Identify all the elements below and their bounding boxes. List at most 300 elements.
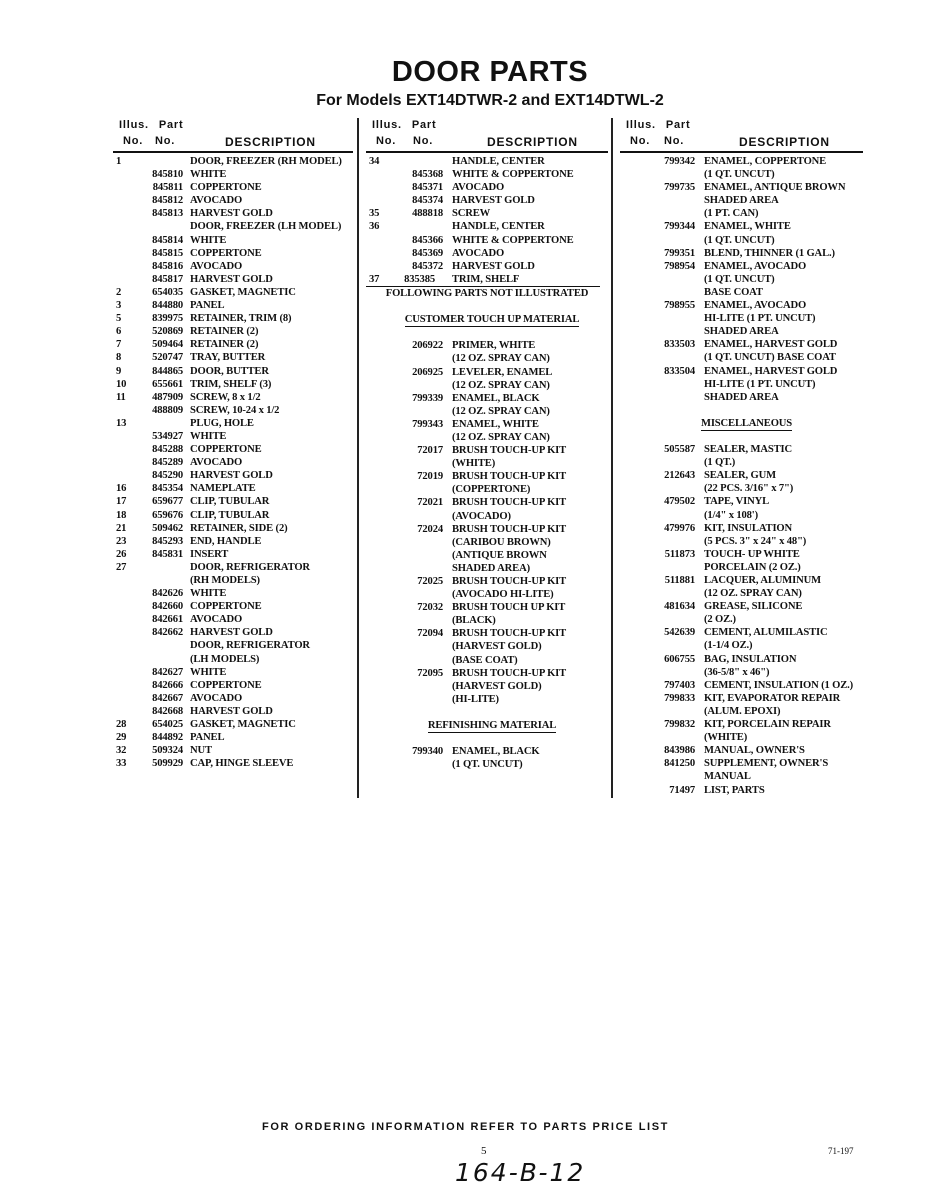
part-row — [620, 653, 863, 666]
part-row — [113, 469, 353, 482]
part-description: (12 OZ. SPRAY CAN) — [452, 353, 550, 365]
part-row — [620, 574, 863, 587]
part-number: 654025 — [152, 719, 183, 731]
part-number: 845810 — [152, 169, 183, 181]
part-number: 833503 — [664, 339, 695, 351]
part-number: 799351 — [664, 247, 695, 259]
part-row — [113, 391, 353, 404]
part-number: 799735 — [664, 182, 695, 194]
part-number: 845812 — [152, 195, 183, 207]
part-row — [113, 234, 353, 247]
part-description: BASE COAT — [704, 286, 763, 298]
part-row — [113, 731, 353, 744]
part-description: HARVEST GOLD — [190, 470, 273, 482]
illus-number: 7 — [116, 339, 122, 351]
part-number: 842627 — [152, 666, 183, 678]
part-number: 488818 — [412, 208, 443, 220]
part-description: SEALER, GUM — [704, 470, 776, 482]
part-row — [113, 286, 353, 299]
part-description: CAP, HINGE SLEEVE — [190, 758, 294, 770]
part-row — [366, 181, 608, 194]
part-row — [366, 549, 608, 562]
part-number: 833504 — [664, 365, 695, 377]
part-description: CLIP, TUBULAR — [190, 496, 270, 508]
part-description: (WHITE) — [452, 458, 496, 470]
part-description: COPPERTONE — [190, 679, 262, 691]
part-number: 72019 — [417, 471, 443, 483]
illus-number: 33 — [116, 758, 127, 770]
part-description: GASKET, MAGNETIC — [190, 286, 296, 298]
part-description: BRUSH TOUCH-UP KIT — [452, 445, 567, 457]
part-number: 799344 — [664, 221, 695, 233]
part-number: 799339 — [412, 392, 443, 404]
part-row — [113, 718, 353, 731]
parts-list — [113, 155, 353, 770]
part-row — [113, 495, 353, 508]
part-row — [620, 613, 863, 626]
spacer-row — [366, 706, 608, 719]
part-row — [113, 378, 353, 391]
part-number: 72094 — [417, 628, 443, 640]
part-description: AVOCADO — [190, 457, 243, 469]
part-row — [113, 181, 353, 194]
part-row — [620, 731, 863, 744]
part-number: 844865 — [152, 365, 183, 377]
handwritten-note: 164-B-12 — [455, 1158, 586, 1187]
part-description: NUT — [190, 745, 212, 757]
part-row — [366, 247, 608, 260]
part-description: BRUSH TOUCH-UP KIT — [452, 471, 567, 483]
part-number: 842668 — [152, 705, 183, 717]
illus-number: 13 — [116, 417, 127, 429]
part-number: 844892 — [152, 732, 183, 744]
part-description: (COPPERTONE) — [452, 484, 531, 496]
part-row — [113, 155, 353, 168]
part-description: DOOR, REFRIGERATOR — [190, 561, 310, 573]
description-header: DESCRIPTION — [487, 135, 578, 149]
part-label: Part — [411, 119, 437, 131]
part-description: TRIM, SHELF — [452, 273, 520, 285]
part-number: 71497 — [669, 784, 695, 796]
part-number: 659676 — [152, 509, 183, 521]
part-row — [113, 312, 353, 325]
part-row — [620, 718, 863, 731]
part-row — [113, 600, 353, 613]
part-description: MANUAL, OWNER'S — [704, 745, 805, 757]
part-row — [620, 757, 863, 770]
part-number: 842666 — [152, 679, 183, 691]
part-description: (1 QT. UNCUT) — [704, 273, 775, 285]
part-number: 845366 — [412, 234, 443, 246]
part-row — [620, 744, 863, 757]
part-description: (BLACK) — [452, 615, 496, 627]
part-row — [366, 680, 608, 693]
part-description: ENAMEL, BLACK — [452, 392, 540, 404]
part-description: (12 OZ. SPRAY CAN) — [452, 431, 550, 443]
part-description: (12 OZ. SPRAY CAN) — [704, 588, 802, 600]
part-description: BAG, INSULATION — [704, 653, 797, 665]
part-number: 479976 — [664, 522, 695, 534]
part-no-label: No. — [664, 135, 685, 147]
part-description: ENAMEL, AVOCADO — [704, 300, 807, 312]
header-rule — [620, 151, 863, 153]
part-number: 72021 — [417, 497, 443, 509]
part-row — [113, 325, 353, 338]
part-number: 799832 — [664, 719, 695, 731]
part-row — [620, 286, 863, 299]
part-description: SHADED AREA) — [452, 562, 530, 574]
part-description: (BASE COAT) — [452, 654, 518, 666]
part-row — [620, 705, 863, 718]
part-row — [620, 234, 863, 247]
part-number: 845354 — [152, 483, 183, 495]
part-description: (WHITE) — [704, 732, 748, 744]
part-description: BRUSH TOUCH-UP KIT — [452, 576, 567, 587]
part-number: 799342 — [664, 156, 695, 167]
illus-number: 10 — [116, 378, 127, 390]
part-description: CLIP, TUBULAR — [190, 509, 270, 521]
part-row — [113, 351, 353, 364]
part-number: 520747 — [152, 352, 183, 364]
part-row — [620, 784, 863, 797]
part-description: ENAMEL, WHITE — [452, 418, 539, 430]
description-header: DESCRIPTION — [739, 135, 830, 149]
part-description: (AVOCADO) — [452, 510, 511, 522]
part-row — [620, 692, 863, 705]
part-row — [620, 587, 863, 600]
part-row — [113, 757, 353, 770]
part-row — [620, 247, 863, 260]
part-row — [620, 312, 863, 325]
part-description: WHITE — [190, 234, 227, 246]
part-number: 479502 — [664, 496, 695, 508]
part-number: 534927 — [152, 430, 183, 442]
part-description: BRUSH TOUCH-UP KIT — [452, 667, 567, 679]
part-row — [113, 404, 353, 417]
part-description: SHADED AREA — [704, 195, 779, 207]
part-description: BRUSH TOUCH-UP KIT — [452, 497, 567, 509]
part-number: 797403 — [664, 679, 695, 691]
part-row — [366, 405, 608, 418]
part-description: BRUSH TOUCH-UP KIT — [452, 628, 567, 640]
part-number: 509462 — [152, 522, 183, 534]
section-heading — [366, 313, 608, 326]
part-row — [366, 496, 608, 509]
part-description: NAMEPLATE — [190, 483, 256, 495]
part-row — [113, 299, 353, 312]
part-description: TRIM, SHELF (3) — [190, 378, 272, 390]
part-description: WHITE — [190, 430, 227, 442]
part-row — [113, 168, 353, 181]
part-row — [366, 470, 608, 483]
part-description: LIST, PARTS — [704, 784, 765, 796]
part-description: RETAINER (2) — [190, 326, 259, 338]
illus-number: 5 — [116, 313, 122, 325]
part-number: 798955 — [664, 300, 695, 312]
illus-number: 35 — [369, 208, 380, 220]
part-description: BLEND, THINNER (1 GAL.) — [704, 247, 835, 259]
part-row — [113, 679, 353, 692]
part-description: HARVEST GOLD — [452, 260, 535, 272]
part-description: (1 QT. UNCUT) — [704, 234, 775, 246]
illus-number: 29 — [116, 732, 127, 744]
part-description: (LH MODELS) — [190, 653, 260, 665]
part-description: CEMENT, INSULATION (1 OZ.) — [704, 679, 854, 691]
illus-no-label: No. — [630, 135, 651, 147]
spacer-row — [366, 300, 608, 313]
part-row — [620, 338, 863, 351]
part-number: 488809 — [152, 404, 183, 416]
part-description: (1 PT. CAN) — [704, 208, 759, 220]
part-row — [620, 378, 863, 391]
part-description: ENAMEL, COPPERTONE — [704, 156, 827, 167]
part-number: 481634 — [664, 601, 695, 613]
part-description: WHITE — [190, 169, 227, 181]
part-description: COPPERTONE — [190, 247, 262, 259]
part-row — [366, 627, 608, 640]
part-description: CEMENT, ALUMILASTIC — [704, 627, 828, 639]
part-number: 845374 — [412, 195, 443, 207]
column-header — [113, 119, 353, 155]
part-description: SHADED AREA — [704, 326, 779, 338]
part-description: TOUCH- UP WHITE — [704, 548, 800, 560]
part-row — [366, 667, 608, 680]
part-description: COPPERTONE — [190, 601, 262, 613]
section-heading — [620, 417, 863, 430]
part-row — [366, 207, 608, 220]
column-divider — [357, 118, 359, 798]
part-row — [366, 562, 608, 575]
part-number: 72025 — [417, 576, 443, 587]
ordering-note: FOR ORDERING INFORMATION REFER TO PARTS PRICE LIST — [262, 1121, 669, 1133]
parts-column-2 — [366, 119, 608, 771]
illus-number: 3 — [116, 300, 122, 312]
part-row — [620, 207, 863, 220]
page-number: 5 — [481, 1145, 487, 1157]
part-row — [366, 273, 600, 287]
illus-no-label: No. — [376, 135, 397, 147]
section-heading — [366, 287, 608, 300]
part-description: WHITE & COPPERTONE — [452, 234, 574, 246]
description-header: DESCRIPTION — [225, 135, 316, 149]
part-no-label: No. — [155, 135, 176, 147]
illus-number: 34 — [369, 156, 380, 167]
part-row — [113, 548, 353, 561]
part-description: DOOR, FREEZER (RH MODEL) — [190, 156, 342, 167]
part-row — [620, 325, 863, 338]
part-row — [113, 535, 353, 548]
part-description: LEVELER, ENAMEL — [452, 366, 553, 378]
part-row — [113, 207, 353, 220]
section-heading-text: MISCELLANEOUS — [700, 417, 793, 429]
part-row — [113, 247, 353, 260]
illus-label: Illus. — [119, 119, 149, 131]
part-row — [366, 168, 608, 181]
part-description: AVOCADO — [190, 195, 243, 207]
part-row — [366, 614, 608, 627]
illus-number: 9 — [116, 365, 122, 377]
part-number: 799343 — [412, 418, 443, 430]
part-row — [620, 626, 863, 639]
part-number: 845817 — [152, 273, 183, 285]
spacer-row — [620, 430, 863, 443]
part-number: 845289 — [152, 457, 183, 469]
part-description: SEALER, MASTIC — [704, 444, 792, 456]
parts-column-3 — [620, 119, 863, 797]
part-row — [113, 613, 353, 626]
part-row — [620, 600, 863, 613]
part-description: (22 PCS. 3/16" x 7") — [704, 483, 794, 495]
part-description: SCREW, 8 x 1/2 — [190, 391, 261, 403]
part-row — [113, 561, 353, 574]
part-row — [113, 574, 353, 587]
part-row — [113, 338, 353, 351]
part-row — [366, 418, 608, 431]
part-label: Part — [665, 119, 691, 131]
illus-number: 27 — [116, 561, 127, 573]
part-row — [366, 483, 608, 496]
part-row — [620, 666, 863, 679]
part-row — [620, 679, 863, 692]
part-row — [366, 392, 608, 405]
part-row — [366, 366, 608, 379]
part-number: 841250 — [664, 758, 695, 770]
part-row — [366, 352, 608, 365]
part-row — [366, 194, 608, 207]
part-description: HARVEST GOLD — [190, 273, 273, 285]
parts-column-1 — [113, 119, 353, 770]
part-row — [620, 495, 863, 508]
part-row — [366, 536, 608, 549]
part-row — [113, 639, 353, 652]
part-description: DOOR, FREEZER (LH MODEL) — [190, 221, 342, 233]
part-row — [620, 548, 863, 561]
part-row — [620, 181, 863, 194]
part-number: 509324 — [152, 745, 183, 757]
part-description: SCREW — [452, 208, 491, 220]
part-row — [620, 509, 863, 522]
part-number: 72017 — [417, 445, 443, 457]
section-heading-text: FOLLOWING PARTS NOT ILLUSTRATED — [385, 287, 589, 299]
part-number: 845288 — [152, 444, 183, 456]
part-row — [620, 561, 863, 574]
part-number: 845369 — [412, 247, 443, 259]
part-number: 842626 — [152, 588, 183, 600]
parts-list — [620, 155, 863, 797]
part-row — [366, 640, 608, 653]
part-row — [366, 339, 608, 352]
part-description: AVOCADO — [452, 182, 505, 194]
part-row — [366, 693, 608, 706]
part-description: HI-LITE (1 PT. UNCUT) — [704, 378, 816, 390]
part-number: 842667 — [152, 692, 183, 704]
part-description: PRIMER, WHITE — [452, 340, 536, 352]
part-number: 845811 — [152, 182, 183, 194]
part-description: HARVEST GOLD — [452, 195, 535, 207]
part-description: BRUSH TOUCH UP KIT — [452, 602, 566, 614]
part-description: HANDLE, CENTER — [452, 156, 545, 167]
illus-label: Illus. — [372, 119, 402, 131]
part-row — [620, 155, 863, 168]
part-number: 845815 — [152, 247, 183, 259]
part-number: 72032 — [417, 602, 443, 614]
part-number: 845371 — [412, 182, 443, 194]
part-description: AVOCADO — [190, 614, 243, 626]
part-description: BRUSH TOUCH-UP KIT — [452, 523, 567, 535]
part-number: 206922 — [412, 340, 443, 352]
part-description: COPPERTONE — [190, 444, 262, 456]
part-row — [366, 457, 608, 470]
part-number: 520869 — [152, 326, 183, 338]
section-heading-text: CUSTOMER TOUCH UP MATERIAL — [404, 314, 580, 326]
part-row — [113, 430, 353, 443]
illus-number: 6 — [116, 326, 122, 338]
illus-number: 26 — [116, 548, 127, 560]
part-description: (ANTIQUE BROWN — [452, 549, 547, 561]
models-subtitle: For Models EXT14DTWR-2 and EXT14DTWL-2 — [316, 92, 664, 109]
part-description: HARVEST GOLD — [190, 208, 273, 220]
column-header — [366, 119, 608, 155]
part-description: KIT, INSULATION — [704, 522, 793, 534]
part-description: WHITE — [190, 666, 227, 678]
part-row — [113, 417, 353, 430]
part-description: (HARVEST GOLD) — [452, 641, 542, 653]
section-heading-text: REFINISHING MATERIAL — [427, 720, 557, 732]
part-row — [113, 587, 353, 600]
part-description: ENAMEL, AVOCADO — [704, 260, 807, 272]
part-description: AVOCADO — [190, 692, 243, 704]
illus-number: 36 — [369, 221, 380, 233]
part-description: RETAINER (2) — [190, 339, 259, 351]
illus-number: 17 — [116, 496, 127, 508]
part-description: (5 PCS. 3" x 24" x 48") — [704, 535, 807, 547]
part-description: PLUG, HOLE — [190, 417, 254, 429]
part-number: 206925 — [412, 366, 443, 378]
illus-number: 18 — [116, 509, 127, 521]
part-row — [620, 535, 863, 548]
illus-number: 1 — [116, 156, 122, 167]
illus-number: 28 — [116, 719, 127, 731]
part-row — [620, 194, 863, 207]
part-description: END, HANDLE — [190, 535, 262, 547]
part-number: 842660 — [152, 601, 183, 613]
part-description: WHITE — [190, 588, 227, 600]
part-description: (HARVEST GOLD) — [452, 680, 542, 692]
part-description: HARVEST GOLD — [190, 705, 273, 717]
part-description: LACQUER, ALUMINUM — [704, 575, 821, 586]
part-description: ENAMEL, BLACK — [452, 746, 540, 758]
part-description: HANDLE, CENTER — [452, 221, 545, 233]
illus-number: 16 — [116, 483, 127, 495]
part-number: 509929 — [152, 758, 183, 770]
part-description: ENAMEL, ANTIQUE BROWN — [704, 182, 846, 194]
part-number: 72095 — [417, 667, 443, 679]
part-row — [366, 234, 608, 247]
illus-number: 37 — [369, 273, 380, 285]
illus-part-label — [626, 119, 690, 131]
part-row — [113, 744, 353, 757]
spacer-row — [366, 732, 608, 745]
part-number: 835385 — [404, 273, 435, 285]
part-description: KIT, EVAPORATOR REPAIR — [704, 692, 841, 704]
part-number: 799340 — [412, 746, 443, 758]
part-description: (2 OZ.) — [704, 614, 736, 626]
part-description: SHADED AREA — [704, 391, 779, 403]
part-description: MANUAL — [704, 771, 751, 783]
part-description: (1/4" x 108') — [704, 509, 758, 521]
page-title: DOOR PARTS — [391, 56, 589, 88]
part-number: 511873 — [664, 548, 695, 560]
